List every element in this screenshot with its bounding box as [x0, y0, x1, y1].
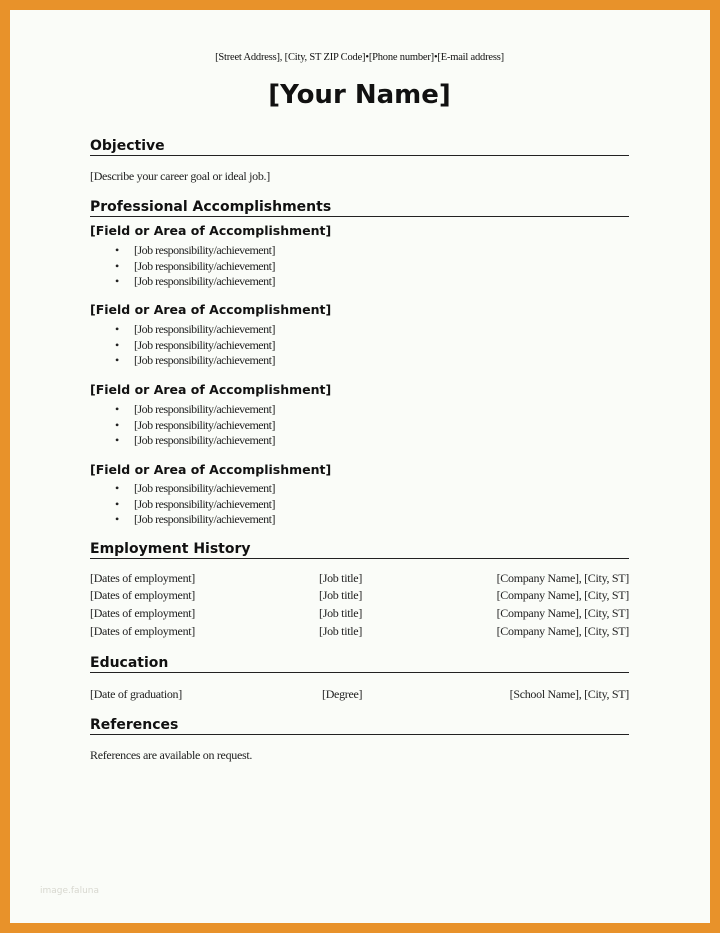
employment-job-title: [Job title] — [319, 571, 363, 585]
employment-heading: Employment History — [90, 541, 629, 559]
table-row — [90, 606, 629, 623]
accomplishment-list — [90, 402, 275, 449]
employment-job-title: [Job title] — [319, 588, 363, 602]
accomplishments-heading: Professional Accomplishments — [90, 199, 629, 217]
list-item: • [Job responsibility/achievement] — [134, 433, 275, 449]
employment-job-title: [Job title] — [319, 606, 363, 620]
table-row — [90, 687, 629, 704]
employment-job-title: [Job title] — [319, 624, 363, 638]
list-item: • [Job responsibility/achievement] — [134, 274, 275, 290]
list-item: • [Job responsibility/achievement] — [134, 322, 275, 338]
employment-company: [Company Name], [City, ST] — [496, 606, 629, 620]
list-item: • [Job responsibility/achievement] — [134, 497, 275, 513]
accomplishment-field-title: [Field or Area of Accomplishment] — [90, 302, 332, 317]
list-item: • [Job responsibility/achievement] — [134, 243, 275, 259]
watermark: image.faluna — [40, 886, 100, 896]
employment-company: [Company Name], [City, ST] — [496, 571, 629, 585]
accomplishment-field-title: [Field or Area of Accomplishment] — [90, 223, 332, 238]
table-row — [90, 624, 629, 641]
table-row — [90, 571, 629, 588]
accomplishment-field-title: [Field or Area of Accomplishment] — [90, 382, 332, 397]
list-item: • [Job responsibility/achievement] — [134, 353, 275, 369]
page-title: [Your Name] — [268, 80, 451, 110]
contact-line: [Street Address], [City, ST ZIP Code]•[Phone number]•[E-mail address] — [215, 52, 504, 63]
list-item: • [Job responsibility/achievement] — [134, 418, 275, 434]
degree: [Degree] — [322, 687, 363, 701]
references-heading: References — [90, 717, 629, 735]
accomplishment-field-title: [Field or Area of Accomplishment] — [90, 462, 332, 477]
education-heading: Education — [90, 655, 629, 673]
graduation-date: [Date of graduation] — [90, 687, 182, 701]
resume-page — [10, 10, 710, 923]
school-name: [School Name], [City, ST] — [509, 687, 629, 701]
objective-heading: Objective — [90, 138, 629, 156]
list-item: • [Job responsibility/achievement] — [134, 481, 275, 497]
list-item: • [Job responsibility/achievement] — [134, 512, 275, 528]
employment-company: [Company Name], [City, ST] — [496, 588, 629, 602]
list-item: • [Job responsibility/achievement] — [134, 338, 275, 354]
employment-dates: [Dates of employment] — [90, 571, 195, 585]
employment-dates: [Dates of employment] — [90, 606, 195, 620]
employment-company: [Company Name], [City, ST] — [496, 624, 629, 638]
employment-dates: [Dates of employment] — [90, 588, 195, 602]
accomplishment-list — [90, 322, 275, 369]
list-item: • [Job responsibility/achievement] — [134, 402, 275, 418]
accomplishment-list — [90, 481, 275, 528]
table-row — [90, 588, 629, 605]
employment-dates: [Dates of employment] — [90, 624, 195, 638]
list-item: • [Job responsibility/achievement] — [134, 259, 275, 275]
objective-text: [Describe your career goal or ideal job.] — [90, 169, 270, 183]
references-text: References are available on request. — [90, 748, 253, 762]
accomplishment-list — [90, 243, 275, 290]
